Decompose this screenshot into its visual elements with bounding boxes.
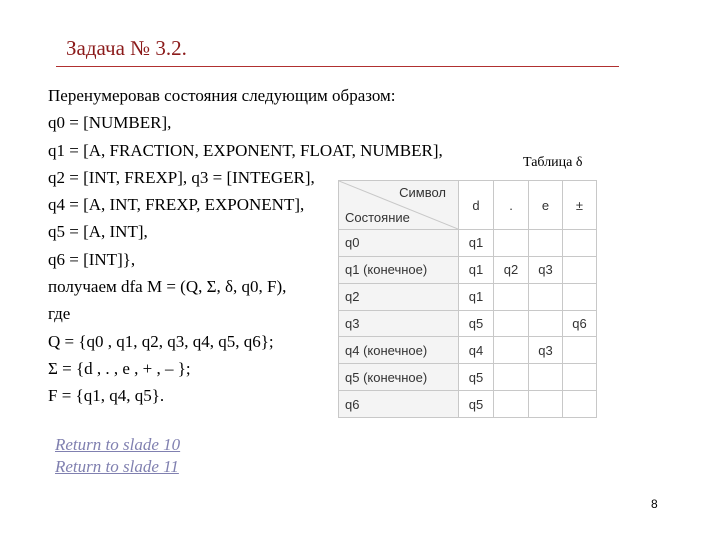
table-cell [529,283,563,310]
column-header: e [529,181,563,230]
table-cell: q3 [529,337,563,364]
title-underline [56,66,619,67]
table-cell: q1 [459,283,494,310]
table-cell [494,283,529,310]
page-number: 8 [651,497,658,511]
table-cell [563,391,597,418]
table-cell: q6 [563,310,597,337]
text-line: Перенумеровав состояния следующим образом: [48,86,396,105]
text-line: получаем dfa M = (Q, Σ, δ, q0, F), [48,277,287,297]
table-cell: q1 [459,230,494,257]
text-line: F = {q1, q4, q5}. [48,386,165,406]
column-header: . [494,181,529,230]
column-header: ± [563,181,597,230]
table-cell [494,364,529,391]
text-line: q4 = [A, INT, FREXP, EXPONENT], [48,195,305,215]
table-cell [494,310,529,337]
state-cell: q2 [339,283,459,310]
text-line: где [48,304,71,324]
column-header: d [459,181,494,230]
state-cell: q0 [339,230,459,257]
corner-symbol-label: Символ [399,185,446,200]
table-row [339,391,597,418]
table-row [339,283,597,310]
table-cell: q2 [494,256,529,283]
text-line: q6 = [INT]}, [48,249,136,269]
state-cell: q5 (конечное) [339,364,459,391]
corner-state-label: Состояние [345,210,410,225]
state-cell: q4 (конечное) [339,337,459,364]
table-cell [529,391,563,418]
table-row [339,364,597,391]
return-to-slide-11-link[interactable]: Return to slade 11 [55,457,179,476]
table-cell: q5 [459,364,494,391]
text-line: q2 = [INT, FREXP], q3 = [INTEGER], [48,167,315,187]
table-header-row [339,181,597,230]
text-line: q1 = [A, FRACTION, EXPONENT, FLOAT, NUMBER], [48,140,443,160]
table-cell [563,364,597,391]
table-cell [563,230,597,257]
text-line: Q = {q0 , q1, q2, q3, q4, q5, q6}; [48,331,274,351]
table-cell [529,364,563,391]
return-links [55,434,180,478]
table-cell: q1 [459,256,494,283]
state-cell: q3 [339,310,459,337]
table-row [339,230,597,257]
table-cell [563,256,597,283]
text-line: Σ = {d , . , e , + , – }; [48,358,191,378]
table-cell [529,230,563,257]
table-cell [494,337,529,364]
table-cell: q5 [459,310,494,337]
table-cell [563,337,597,364]
state-cell: q1 (конечное) [339,256,459,283]
table-row [339,337,597,364]
table-row [339,310,597,337]
table-row [339,256,597,283]
table-cell [563,283,597,310]
return-to-slide-10-link[interactable]: Return to slade 10 [55,435,181,454]
transition-table [338,180,596,418]
table-cell: q3 [529,256,563,283]
table-cell [494,230,529,257]
table-caption: Таблица δ [523,155,583,170]
table-cell: q5 [459,391,494,418]
table-corner-cell [339,181,459,230]
table-cell: q4 [459,337,494,364]
text-line: q0 = [NUMBER], [48,113,172,133]
table-cell [494,391,529,418]
text-line: q5 = [A, INT], [48,222,148,242]
state-cell: q6 [339,391,459,418]
table-cell [529,310,563,337]
slide-title: Задача № 3.2. [66,36,187,60]
